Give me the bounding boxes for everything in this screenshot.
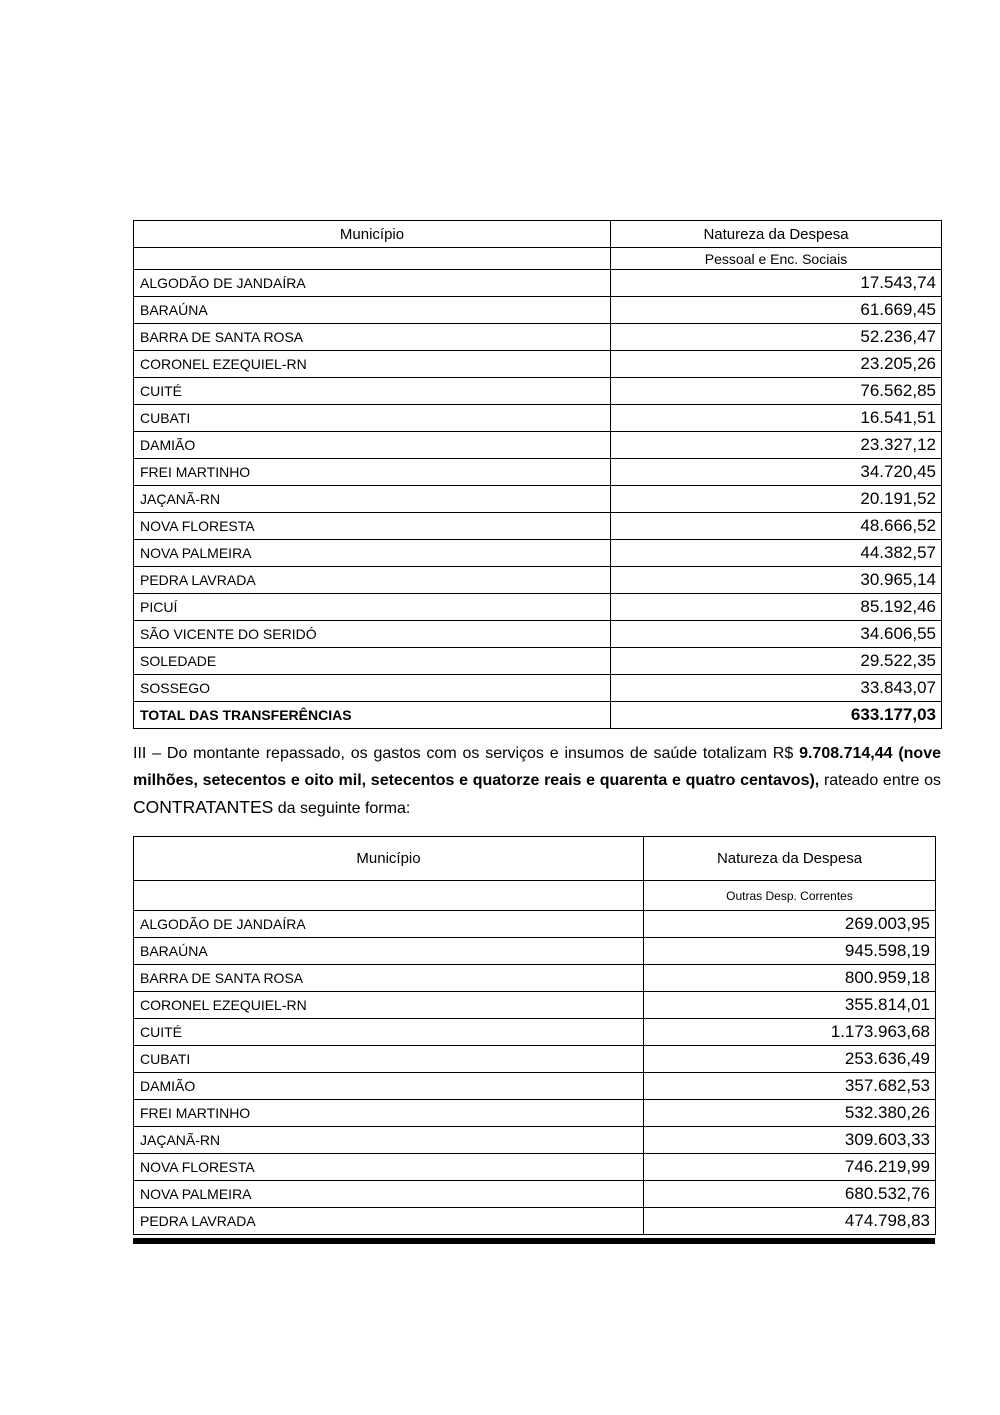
municipality-cell: CUBATI xyxy=(134,405,611,432)
paragraph-text-middle: rateado entre os xyxy=(819,772,941,789)
table-row xyxy=(134,297,942,324)
table-row xyxy=(134,378,942,405)
table-row xyxy=(134,1208,936,1235)
municipality-cell: BARAÚNA xyxy=(134,297,611,324)
municipality-cell: FREI MARTINHO xyxy=(134,459,611,486)
value-cell: 309.603,33 xyxy=(644,1127,936,1154)
municipality-cell: NOVA FLORESTA xyxy=(134,513,611,540)
value-cell: 20.191,52 xyxy=(611,486,942,513)
table-row xyxy=(134,1127,936,1154)
municipality-cell: CUBATI xyxy=(134,1046,644,1073)
paragraph-text-end: da seguinte forma: xyxy=(273,800,411,817)
value-cell: 680.532,76 xyxy=(644,1181,936,1208)
value-cell: 800.959,18 xyxy=(644,965,936,992)
municipality-cell: BARRA DE SANTA ROSA xyxy=(134,324,611,351)
municipality-cell: NOVA PALMEIRA xyxy=(134,540,611,567)
empty-subheader-cell xyxy=(134,248,611,270)
value-cell: 474.798,83 xyxy=(644,1208,936,1235)
value-cell: 746.219,99 xyxy=(644,1154,936,1181)
municipality-cell: JAÇANÃ-RN xyxy=(134,1127,644,1154)
expense-nature-column-header: Natureza da Despesa xyxy=(644,837,936,881)
value-cell: 61.669,45 xyxy=(611,297,942,324)
expenses-table-body xyxy=(134,911,936,1235)
expense-nature-column-header: Natureza da Despesa xyxy=(611,221,942,248)
table-row xyxy=(134,405,942,432)
value-cell: 945.598,19 xyxy=(644,938,936,965)
value-cell: 269.003,95 xyxy=(644,911,936,938)
value-cell: 16.541,51 xyxy=(611,405,942,432)
municipality-cell: DAMIÃO xyxy=(134,432,611,459)
municipality-cell: CORONEL EZEQUIEL-RN xyxy=(134,351,611,378)
total-label-cell: TOTAL DAS TRANSFERÊNCIAS xyxy=(134,702,611,729)
table-row xyxy=(134,513,942,540)
value-cell: 52.236,47 xyxy=(611,324,942,351)
municipality-cell: SOLEDADE xyxy=(134,648,611,675)
table-row xyxy=(134,621,942,648)
table-row xyxy=(134,648,942,675)
value-cell: 23.327,12 xyxy=(611,432,942,459)
municipality-cell: PICUÍ xyxy=(134,594,611,621)
table-row xyxy=(134,432,942,459)
table-row xyxy=(134,911,936,938)
table-row xyxy=(134,1181,936,1208)
value-cell: 34.720,45 xyxy=(611,459,942,486)
table-row xyxy=(134,1019,936,1046)
table-row xyxy=(134,567,942,594)
municipality-cell: BARRA DE SANTA ROSA xyxy=(134,965,644,992)
table-row xyxy=(134,1154,936,1181)
municipality-cell: NOVA PALMEIRA xyxy=(134,1181,644,1208)
transfers-table xyxy=(133,220,942,729)
paragraph-bold-amount: 9.708.714,44 (nove milhões, setecentos e oito mil, setecentos e quatorze reais e quarenta e quatro centavos), xyxy=(133,745,942,789)
value-cell: 34.606,55 xyxy=(611,621,942,648)
table-header-row xyxy=(134,221,942,248)
municipality-cell: CUITÉ xyxy=(134,378,611,405)
value-cell: 532.380,26 xyxy=(644,1100,936,1127)
table-row xyxy=(134,938,936,965)
table-row xyxy=(134,324,942,351)
value-cell: 23.205,26 xyxy=(611,351,942,378)
table-row xyxy=(134,1073,936,1100)
expenses-table xyxy=(133,836,936,1235)
table-subheader-row xyxy=(134,881,936,911)
value-cell: 76.562,85 xyxy=(611,378,942,405)
municipality-cell: JAÇANÃ-RN xyxy=(134,486,611,513)
total-value-cell: 633.177,03 xyxy=(611,702,942,729)
value-cell: 33.843,07 xyxy=(611,675,942,702)
table-row xyxy=(134,675,942,702)
value-cell: 30.965,14 xyxy=(611,567,942,594)
table-row xyxy=(134,1046,936,1073)
value-cell: 29.522,35 xyxy=(611,648,942,675)
municipality-cell: ALGODÃO DE JANDAÍRA xyxy=(134,911,644,938)
municipality-cell: FREI MARTINHO xyxy=(134,1100,644,1127)
municipality-cell: PEDRA LAVRADA xyxy=(134,567,611,594)
municipality-column-header: Município xyxy=(134,221,611,248)
transfers-table-body xyxy=(134,270,942,702)
total-row xyxy=(134,702,942,729)
table-row xyxy=(134,594,942,621)
other-expenses-subheader-cell: Outras Desp. Correntes xyxy=(644,881,936,911)
table-row xyxy=(134,459,942,486)
table-row xyxy=(134,486,942,513)
value-cell: 48.666,52 xyxy=(611,513,942,540)
municipality-cell: BARAÚNA xyxy=(134,938,644,965)
contratantes-text: CONTRATANTES xyxy=(133,797,274,817)
municipality-cell: DAMIÃO xyxy=(134,1073,644,1100)
paragraph-clause-iii xyxy=(133,740,941,822)
table-row xyxy=(134,965,936,992)
table-row xyxy=(134,992,936,1019)
table-row xyxy=(134,540,942,567)
table-subheader-row xyxy=(134,248,942,270)
municipality-cell: SOSSEGO xyxy=(134,675,611,702)
value-cell: 44.382,57 xyxy=(611,540,942,567)
empty-subheader-cell xyxy=(134,881,644,911)
table-row xyxy=(134,270,942,297)
table-row xyxy=(134,1100,936,1127)
municipality-cell: CORONEL EZEQUIEL-RN xyxy=(134,992,644,1019)
clipped-next-row-sliver xyxy=(133,1238,935,1244)
municipality-cell: SÃO VICENTE DO SERIDÓ xyxy=(134,621,611,648)
value-cell: 355.814,01 xyxy=(644,992,936,1019)
table-row xyxy=(134,351,942,378)
value-cell: 357.682,53 xyxy=(644,1073,936,1100)
table-header-row xyxy=(134,837,936,881)
municipality-cell: NOVA FLORESTA xyxy=(134,1154,644,1181)
municipality-cell: ALGODÃO DE JANDAÍRA xyxy=(134,270,611,297)
value-cell: 17.543,74 xyxy=(611,270,942,297)
value-cell: 1.173.963,68 xyxy=(644,1019,936,1046)
value-cell: 253.636,49 xyxy=(644,1046,936,1073)
personnel-subheader-cell: Pessoal e Enc. Sociais xyxy=(611,248,942,270)
value-cell: 85.192,46 xyxy=(611,594,942,621)
municipality-column-header: Município xyxy=(134,837,644,881)
municipality-cell: PEDRA LAVRADA xyxy=(134,1208,644,1235)
municipality-cell: CUITÉ xyxy=(134,1019,644,1046)
paragraph-text-start: III – Do montante repassado, os gastos com os serviços e insumos de saúde totalizam R$ xyxy=(133,745,800,762)
